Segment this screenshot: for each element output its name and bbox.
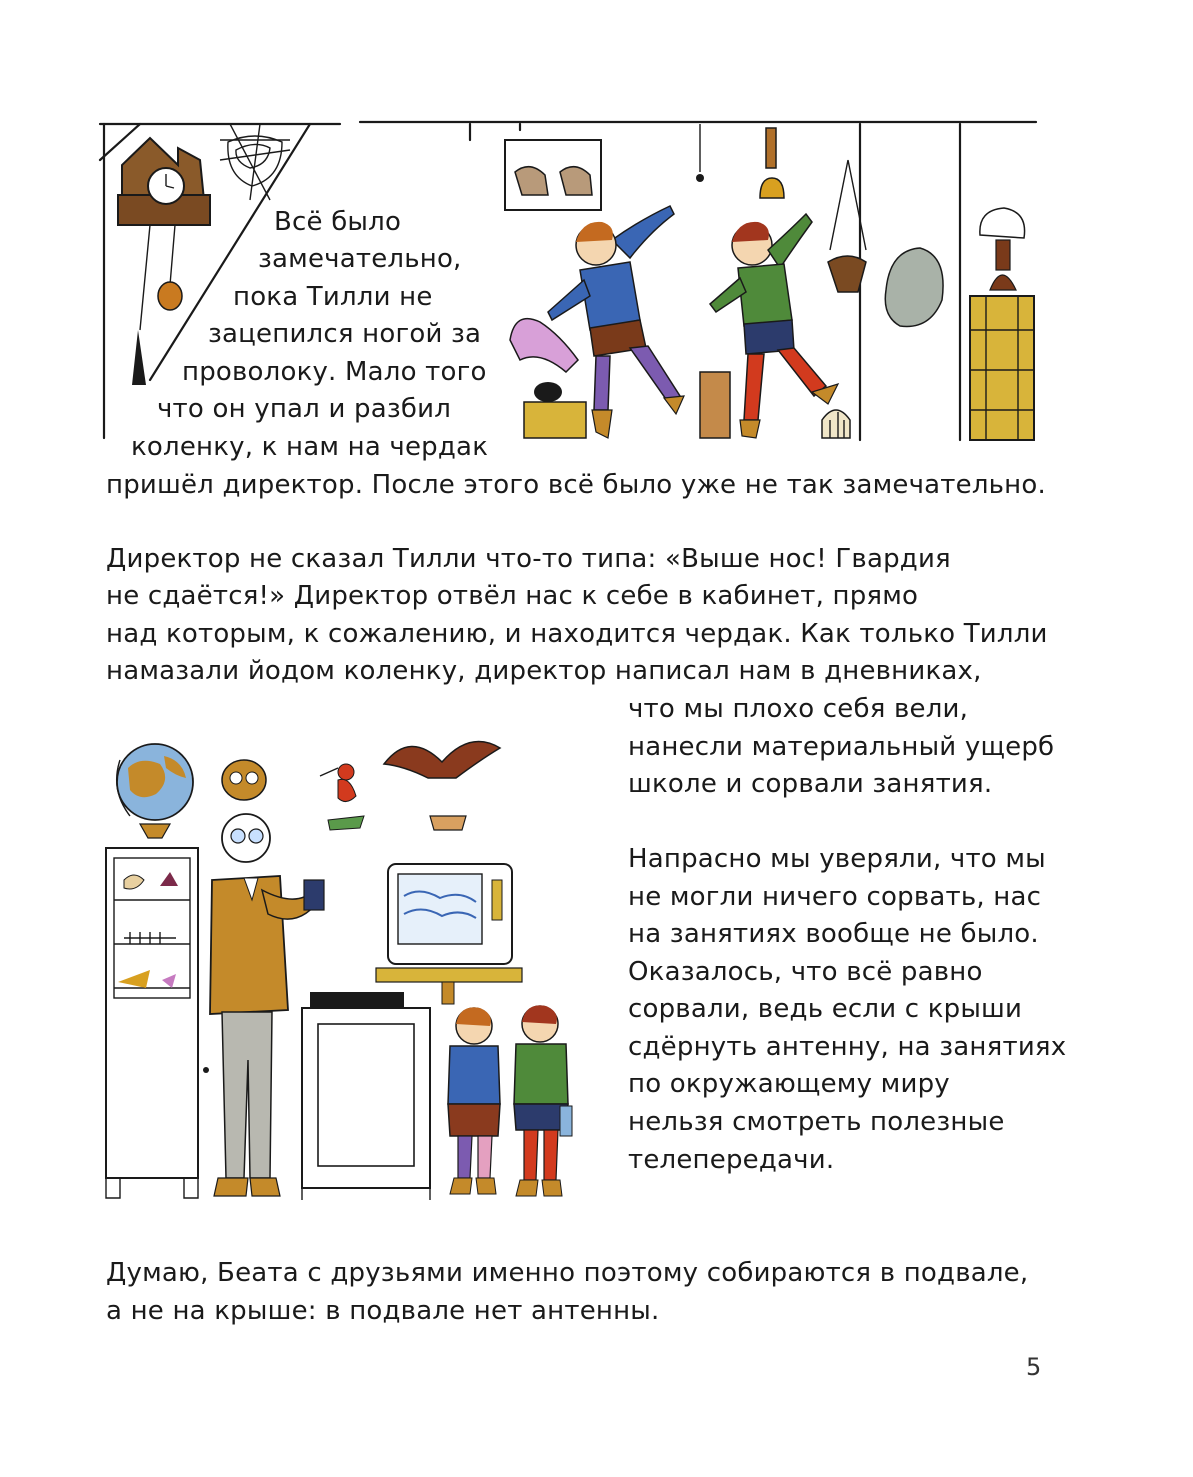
gramophone	[510, 319, 586, 438]
text-line: Думаю, Беата с друзьями именно поэтому собираются в подвале,	[106, 1258, 1029, 1288]
eagle-trophy	[384, 742, 500, 830]
display-cabinet	[106, 848, 209, 1198]
text-line: сорвали, ведь если с крыши	[628, 994, 1023, 1024]
text-line: телепередачи.	[628, 1145, 835, 1175]
text-line: пришёл директор. После этого всё было уже не так замечательно.	[106, 470, 1046, 500]
page-number: 5	[1026, 1353, 1042, 1381]
text-line: Всё было	[274, 207, 402, 237]
text-line: зацепился ногой за	[208, 319, 482, 349]
globe	[117, 744, 193, 838]
desk	[302, 992, 430, 1200]
text-line: замечательно,	[258, 244, 462, 274]
text-line: школе и сорвали занятия.	[628, 769, 993, 799]
text-line: коленку, к нам на чердак	[131, 432, 489, 462]
owl	[222, 760, 266, 800]
hanging-bell	[760, 128, 784, 198]
text-line: а не на крыше: в подвале нет антенны.	[106, 1296, 660, 1326]
text-line: Напрасно мы уверяли, что мы	[628, 844, 1046, 874]
bird-cage	[822, 410, 850, 438]
text-line: намазали йодом коленку, директор написал нам в дневниках,	[106, 656, 982, 686]
text-line: Директор не сказал Тилли что-то типа: «Выше нос! Гвардия	[106, 544, 951, 574]
boy-green-standing	[514, 1005, 572, 1196]
text-line: не могли ничего сорвать, нас	[628, 882, 1042, 912]
text-line: что мы плохо себя вели,	[628, 694, 969, 724]
text-line: что он упал и разбил	[157, 394, 452, 424]
boot	[700, 372, 730, 438]
text-line: над которым, к сожалению, и находится чердак. Как только Тилли	[106, 619, 1048, 649]
text-line: не сдаётся!» Директор отвёл нас к себе в кабинет, прямо	[106, 581, 919, 611]
text-line: нанесли материальный ущерб	[628, 732, 1055, 762]
text-line: Оказалось, что всё равно	[628, 957, 983, 987]
text-line: на занятиях вообще не было.	[628, 919, 1039, 949]
text-line: пока Тилли не	[233, 282, 433, 312]
text-line: по окружающему миру	[628, 1069, 950, 1099]
text-line: нельзя смотреть полезные	[628, 1107, 1005, 1137]
office-illustration	[0, 720, 1193, 1240]
red-bird-trophy	[320, 764, 364, 830]
bird-picture-frame	[505, 140, 601, 210]
text-line: сдёрнуть антенну, на занятиях	[628, 1032, 1067, 1062]
grey-sack	[885, 248, 943, 326]
spider-icon	[696, 174, 704, 182]
cuckoo-clock	[118, 138, 210, 385]
boy-blue-standing	[448, 1007, 500, 1194]
tv-set	[376, 864, 522, 1004]
oil-lamp-crate	[970, 208, 1034, 440]
text-line: проволоку. Мало того	[182, 357, 487, 387]
spider-web	[220, 124, 290, 200]
